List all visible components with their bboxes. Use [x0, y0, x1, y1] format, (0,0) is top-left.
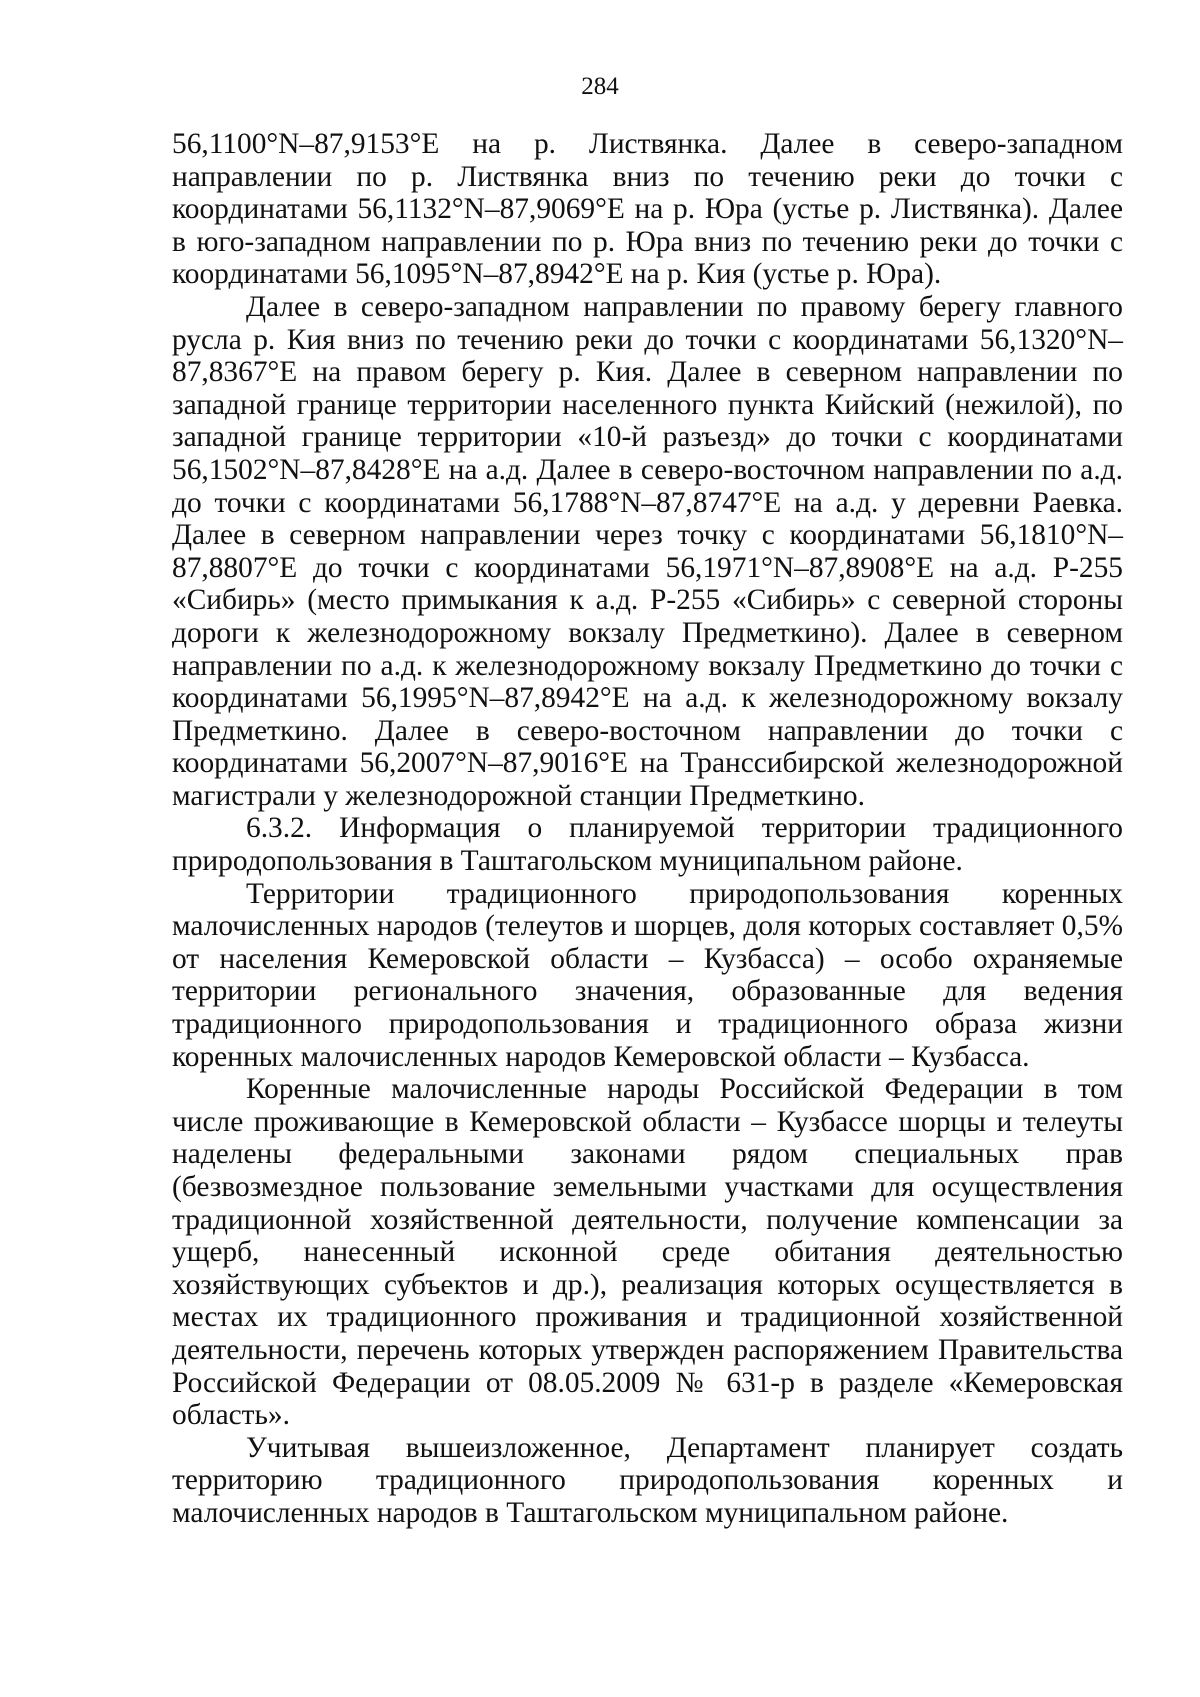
document-body: [172, 128, 1123, 1530]
paragraph-department-plan: Учитывая вышеизложенное, Департамент планирует создать территорию традиционного природопользования коренных и малочисленных народов в Таштагольском муниципальном районе.: [172, 1431, 1123, 1529]
page-number: 284: [581, 73, 619, 100]
paragraph-boundary-continuation: 56,1100°N–87,9153°E на р. Листвянка. Далее в северо-западном направлении по р. Листвянка вниз по течению реки до точки с координатами 56,1132°N–87,9069°E на р. Юра (устье р. Листвянка). Далее в юго-западном направлении по р. Юра вниз по течению реки до точки с координатами 56,1095°N–87,8942°E на р. Кия (устье р. Юра).: [172, 128, 1123, 291]
paragraph-indigenous-rights: Коренные малочисленные народы Российской Федерации в том числе проживающие в Кемеровской области – Кузбассе шорцы и телеуты наделены федеральными законами рядом специальных прав (безвозмездное пользование земельными участками для осуществления традиционной хозяйственной деятельности, получение компенсации за ущерб, нанесенный исконной среде обитания деятельностью хозяйствующих субъектов и др.), реализация которых осуществляется в местах их традиционного проживания и традиционной хозяйственной деятельности, перечень которых утвержден распоряжением Правительства Российской Федерации от 08.05.2009 № 631-р в разделе «Кемеровская область».: [172, 1073, 1123, 1432]
paragraph-traditional-territories: Территории традиционного природопользования коренных малочисленных народов (телеутов и шорцев, доля которых составляет 0,5% от населения Кемеровской области – Кузбасса) – особо охраняемые территории регионального значения, образованные для ведения традиционного природопользования и традиционного образа жизни коренных малочисленных народов Кемеровской области – Кузбасса.: [172, 877, 1123, 1073]
paragraph-boundary-kiya: Далее в северо-западном направлении по правому берегу главного русла р. Кия вниз по течению реки до точки с координатами 56,1320°N–87,8367°E на правом берегу р. Кия. Далее в северном направлении по западной границе территории населенного пункта Кийский (нежилой), по западной границе территории «10-й разъезд» до точки с координатами 56,1502°N–87,8428°E на а.д. Далее в северо-восточном направлении по а.д. до точки с координатами 56,1788°N–87,8747°E на а.д. у деревни Раевка. Далее в северном направлении через точку с координатами 56,1810°N–87,8807°E до точки с координатами 56,1971°N–87,8908°E на а.д. Р-255 «Сибирь» (место примыкания к а.д. Р-255 «Сибирь» с северной стороны дороги к железнодорожному вокзалу Предметкино). Далее в северном направлении по а.д. к железнодорожному вокзалу Предметкино до точки с координатами 56,1995°N–87,8942°E на а.д. к железнодорожному вокзалу Предметкино. Далее в северо-восточном направлении до точки с координатами 56,2007°N–87,9016°E на Транссибирской железнодорожной магистрали у железнодорожной станции Предметкино.: [172, 290, 1123, 812]
section-heading-6-3-2: 6.3.2. Информация о планируемой территории традиционного природопользования в Таштагольском муниципальном районе.: [172, 812, 1123, 878]
